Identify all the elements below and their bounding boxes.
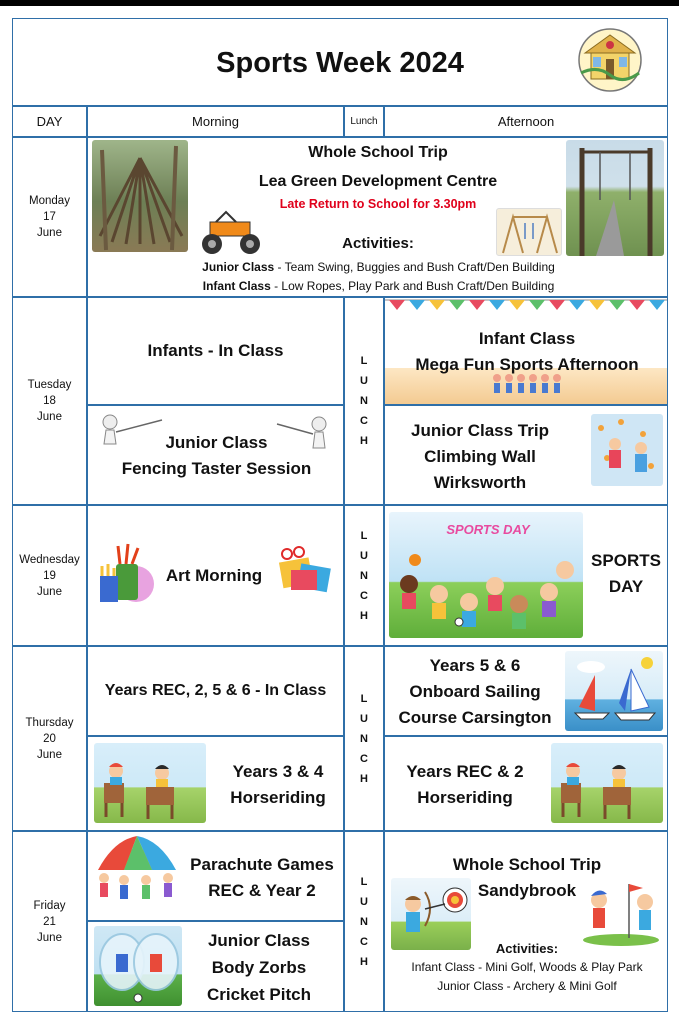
title-row: [12, 18, 668, 106]
tuesday-climb-1: Junior Class Trip: [411, 421, 549, 440]
wednesday-afternoon: [384, 505, 668, 646]
sailing-image: [565, 651, 663, 731]
lunch-letter: H: [360, 955, 368, 968]
lunch-letter: U: [360, 895, 368, 908]
wednesday-art-morning: Art Morning: [165, 566, 263, 585]
friday-whole-school-trip: Whole School Trip: [452, 855, 602, 874]
archery-image: [391, 878, 471, 950]
lunch-letter: N: [360, 732, 368, 745]
tuesday-climb-2: Climbing Wall: [424, 447, 536, 466]
page-title: Sports Week 2024: [216, 47, 464, 79]
friday-parachute: Parachute Games: [190, 855, 334, 874]
parachute-image: [94, 836, 180, 908]
friday-junior-line: Junior Class - Archery & Mini Golf: [437, 979, 617, 993]
day-month: June: [37, 585, 62, 598]
lunch-letter: N: [360, 569, 368, 582]
monday-activities-heading: Activities:: [342, 235, 414, 252]
lunch-letter: H: [360, 609, 368, 622]
day-date: 18: [43, 395, 56, 407]
lunch-letter: L: [360, 355, 368, 367]
friday-activities-heading: Activities:: [495, 941, 559, 956]
den-building-image: [92, 140, 188, 252]
wednesday-lunch: [344, 505, 384, 646]
wednesday-sports: SPORTS: [591, 551, 661, 570]
day-tuesday: [12, 297, 87, 505]
body-zorb-image: [94, 926, 182, 1006]
paper-scissors-image: [275, 546, 337, 598]
thursday-carsington: Course Carsington: [398, 708, 552, 727]
friday-junior-class: Junior Class: [207, 931, 311, 950]
lunch-letter: N: [360, 915, 368, 928]
header-day: DAY: [12, 106, 87, 137]
friday-lunch: [344, 831, 384, 1012]
infant-class-text: - Low Ropes, Play Park and Bush Craft/Den Building: [270, 279, 555, 293]
day-month: June: [37, 227, 62, 239]
day-friday: [12, 831, 87, 1012]
top-bar: [0, 0, 679, 6]
day-name: Friday: [33, 899, 66, 912]
thursday-afternoon-bottom: [384, 736, 668, 831]
friday-morning-top: [87, 831, 344, 921]
thursday-years-5-6: Years 5 & 6: [429, 656, 521, 675]
horseriding-image-am: [94, 743, 206, 823]
tuesday-lunch: [344, 297, 384, 505]
monday-infant-line: [88, 277, 668, 296]
tuesday-infant-class: Infant Class: [478, 329, 576, 348]
thursday-lunch: [344, 646, 384, 831]
day-thursday: [12, 646, 87, 831]
header-afternoon: Afternoon: [384, 106, 668, 137]
day-name: Monday: [29, 195, 70, 207]
lunch-letter: H: [360, 435, 368, 447]
sports-day-image: [389, 512, 583, 638]
day-name: Thursday: [25, 716, 74, 729]
tuesday-mega-fun: Mega Fun Sports Afternoon: [415, 355, 639, 374]
tuesday-morning-bottom: [87, 405, 344, 505]
day-name: Wednesday: [19, 553, 80, 566]
monday-junior-line: [88, 258, 668, 277]
day-month: June: [37, 931, 62, 944]
horseriding-image-pm: [551, 743, 663, 823]
infant-class-label: Infant Class: [202, 279, 271, 293]
day-date: 17: [43, 211, 56, 223]
mini-golf-image: [579, 876, 661, 948]
art-supplies-image: [96, 542, 156, 606]
tuesday-infants-in-class: Infants - In Class: [147, 341, 284, 360]
friday-infant-line: Infant Class - Mini Golf, Woods & Play Park: [411, 960, 643, 974]
monday-line1: Whole School Trip: [308, 144, 448, 161]
tuesday-junior-fencing-1: Junior Class: [165, 433, 268, 452]
friday-morning-bottom: [87, 921, 344, 1012]
sports-day-banner: SPORTS DAY: [446, 522, 530, 537]
thursday-in-class: Years REC, 2, 5 & 6 - In Class: [104, 682, 327, 699]
climbing-wall-image: [591, 414, 663, 486]
lunch-letter: C: [360, 935, 368, 948]
lunch-letter: U: [360, 375, 368, 387]
thursday-afternoon-top: [384, 646, 668, 736]
thursday-morning-top: [87, 646, 344, 736]
thursday-years-rec-2: Years REC & 2: [406, 762, 524, 781]
play-park-image: [496, 208, 562, 256]
thursday-horseriding-am: Horseriding: [230, 788, 326, 807]
header-morning: Morning: [87, 106, 344, 137]
thursday-sailing: Onboard Sailing: [409, 682, 541, 701]
lunch-letter: L: [360, 529, 368, 542]
thursday-years-3-4: Years 3 & 4: [232, 762, 324, 781]
thursday-morning-bottom: [87, 736, 344, 831]
bunting-decoration: [385, 298, 668, 312]
lunch-letter: L: [360, 875, 368, 888]
monday-activity: [87, 137, 668, 297]
lunch-letter: C: [360, 415, 368, 427]
day-monday: [12, 137, 87, 297]
lunch-letter: C: [360, 752, 368, 765]
wednesday-morning: [87, 505, 344, 646]
lunch-letter: L: [360, 692, 368, 705]
day-wednesday: [12, 505, 87, 646]
thursday-horseriding-pm: Horseriding: [417, 788, 513, 807]
header-lunch: Lunch: [344, 106, 384, 137]
monday-late-return: Late Return to School for 3.30pm: [279, 197, 477, 211]
low-ropes-image: [566, 140, 664, 256]
buggy-image: [196, 210, 266, 258]
lunch-letter: C: [360, 589, 368, 602]
tuesday-afternoon-top: [384, 297, 668, 405]
lunch-letter: H: [360, 772, 368, 785]
day-name: Tuesday: [27, 379, 72, 391]
lunch-letter: N: [360, 395, 368, 407]
lunch-letter: U: [360, 549, 368, 562]
friday-body-zorbs: Body Zorbs: [211, 958, 307, 977]
junior-class-text: - Team Swing, Buggies and Bush Craft/Den Building: [274, 260, 555, 274]
friday-cricket-pitch: Cricket Pitch: [207, 985, 311, 1004]
day-month: June: [37, 411, 62, 423]
friday-sandybrook: Sandybrook: [477, 881, 577, 900]
day-date: 21: [43, 915, 56, 928]
school-logo: [577, 27, 643, 93]
lunch-letter: U: [360, 712, 368, 725]
day-date: 20: [43, 732, 56, 745]
tuesday-morning-top: [87, 297, 344, 405]
tuesday-junior-fencing-2: Fencing Taster Session: [121, 459, 312, 478]
friday-afternoon: [384, 831, 668, 1012]
day-month: June: [37, 748, 62, 761]
friday-rec-year2: REC & Year 2: [208, 881, 316, 900]
wednesday-day: DAY: [608, 577, 644, 596]
tuesday-climb-3: Wirksworth: [433, 473, 527, 492]
day-date: 19: [43, 569, 56, 582]
tuesday-afternoon-bottom: [384, 405, 668, 505]
monday-line2: Lea Green Development Centre: [258, 173, 498, 190]
junior-class-label: Junior Class: [202, 260, 275, 274]
